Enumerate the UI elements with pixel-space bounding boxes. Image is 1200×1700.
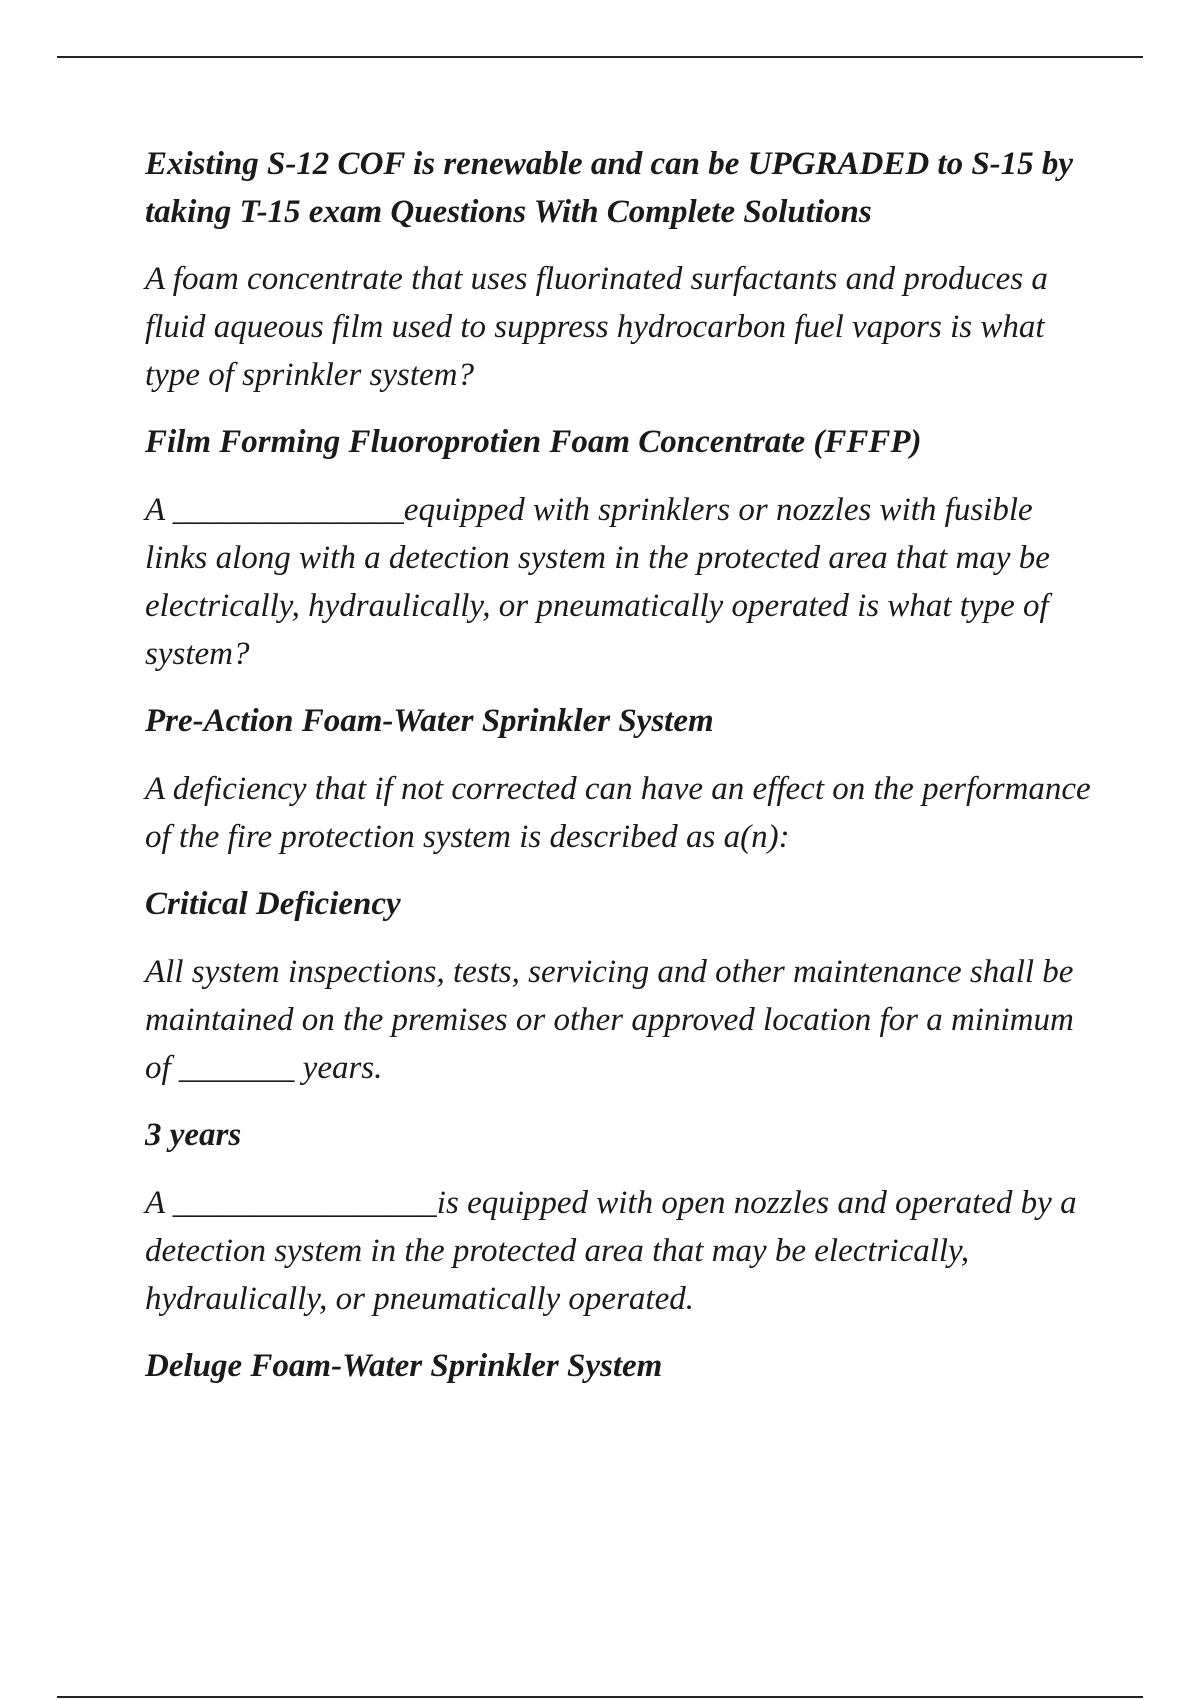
qa-item	[145, 1179, 1095, 1390]
question-text: All system inspections, tests, servicing and other maintenance shall be maintained on the premises or other approved location for a minimum of _______ years.	[145, 954, 1074, 1086]
question-text: A ______________equipped with sprinklers or nozzles with fusible links along with a detection system in the protected area that may be electrically, hydraulically, or pneumatically operated is what type of system?	[145, 492, 1050, 672]
qa-item	[145, 765, 1095, 928]
answer-text: Critical Deficiency	[145, 886, 401, 922]
bottom-rule	[57, 1696, 1143, 1698]
top-rule	[57, 56, 1143, 58]
question-text: A deficiency that if not corrected can have an effect on the performance of the fire protection system is described as a(n):	[145, 771, 1091, 855]
document-title: Existing S-12 COF is renewable and can be UPGRADED to S-15 by taking T-15 exam Questions With Complete Solutions	[145, 146, 1074, 230]
answer-text: Film Forming Fluoroprotien Foam Concentrate (FFFP)	[145, 424, 922, 460]
answer-text: Deluge Foam-Water Sprinkler System	[145, 1348, 663, 1384]
qa-item	[145, 948, 1095, 1159]
qa-item	[145, 255, 1095, 466]
question-text: A foam concentrate that uses fluorinated surfactants and produces a fluid aqueous film used to suppress hydrocarbon fuel vapors is what type of sprinkler system?	[145, 261, 1048, 393]
answer-text: Pre-Action Foam-Water Sprinkler System	[145, 703, 714, 739]
qa-item	[145, 486, 1095, 745]
answer-text: 3 years	[145, 1117, 242, 1153]
document-body	[145, 140, 1095, 1410]
question-text: A ________________is equipped with open nozzles and operated by a detection system in the protected area that may be electrically, hydraulically, or pneumatically operated.	[145, 1185, 1077, 1317]
